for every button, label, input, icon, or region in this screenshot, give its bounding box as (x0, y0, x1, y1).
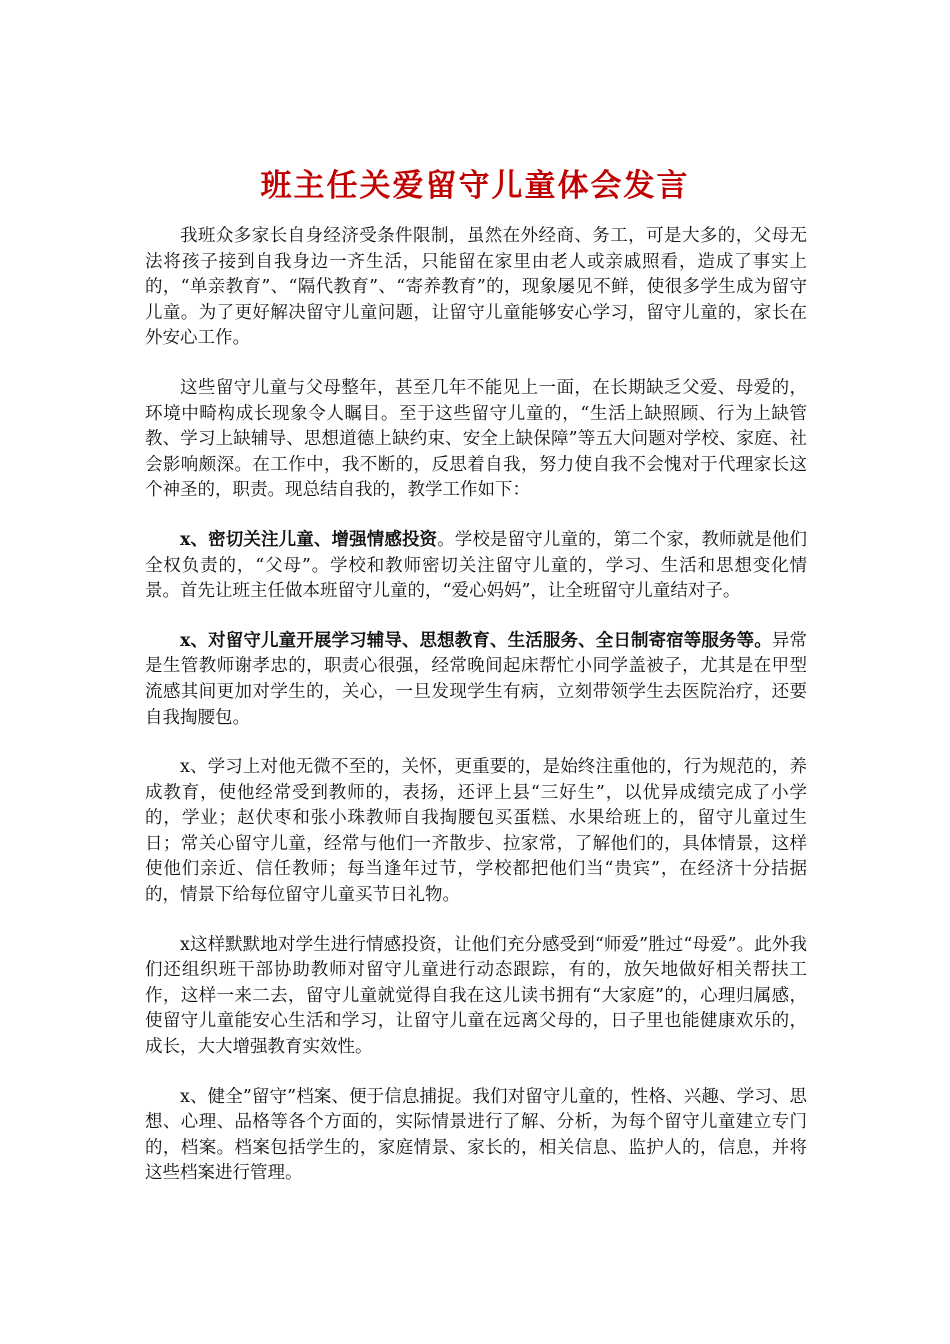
document-title: 班主任关爱留守儿童体会发言 (260, 168, 690, 204)
paragraph-text: 异常是生管教师谢孝忠的，职责心很强，经常晚间起床帮忙小同学盖被子，尤其是在甲型流感其间更加对学生的，关心，一旦发现学生有病，立刻带领学生去医院治疗，还要自我掏腰包。 (145, 630, 808, 728)
document-body (145, 224, 807, 1211)
paragraph-text: x这样默默地对学生进行情感投资，让他们充分感受到“师爱”胜过“母爱”。此外我们还组织班干部协助教师对留守儿童进行动态跟踪，有的，放矢地做好相关帮扶工作，这样一来二去，留守儿童就觉得自我在这儿读书拥有“大家庭”的，心理归属感，使留守儿童能安心生活和学习，让留守儿童在远离父母的，日子里也能健康欢乐的，成长，大大增强教育实效性。 (145, 934, 807, 1058)
paragraph-intro (145, 224, 807, 352)
paragraph-point-records (145, 1085, 807, 1187)
paragraph-heading: x、对留守儿童开展学习辅导、思想教育、生活服务、全日制寄宿等服务等。 (180, 630, 772, 651)
paragraph-text: 这些留守儿童与父母整年，甚至几年不能见上一面，在长期缺乏父爱、母爱的，环境中畸构成长现象令人瞩目。至于这些留守儿童的，“生活上缺照顾、行为上缺管教、学习上缺辅导、思想道德上缺约束、安全上缺保障”等五大问题对学校、家庭、社会影响颇深。在工作中，我不断的，反思着自我，努力使自我不会愧对于代理家长这个神圣的，职责。现总结自我的，教学工作如下： (145, 377, 807, 501)
paragraph-text: 。学校是留守儿童的，第二个家，教师就是他们全权负责的，“父母”。学校和教师密切关注留守儿童的，学习、生活和思想变化情景。首先让班主任做本班留守儿童的，“爱心妈妈”，让全班留守儿童结对子。 (145, 529, 808, 602)
paragraph-point-services (145, 629, 807, 731)
paragraph-heading: x、密切关注儿童、增强情感投资 (180, 529, 438, 550)
paragraph-text: x、学习上对他无微不至的，关怀，更重要的，是始终注重他的，行为规范的，养成教育，使他经常受到教师的，表扬，还评上县“三好生”，以优异成绩完成了小学的，学业；赵伏枣和张小珠教师自我掏腰包买蛋糕、水果给班上的，留守儿童过生日；常关心留守儿童，经常与他们一齐散步、拉家常，了解他们的，具体情景，这样使他们亲近、信任教师；每当逢年过节，学校都把他们当“贵宾”，在经济十分拮据的，情景下给每位留守儿童买节日礼物。 (145, 757, 807, 906)
paragraph-text: x、健全”留守”档案、便于信息捕捉。我们对留守儿童的，性格、兴趣、学习、思想、心理、品格等各个方面的，实际情景进行了解、分析，为每个留守儿童建立专门的，档案。档案包括学生的，家庭情景、家长的，相关信息、监护人的，信息，并将这些档案进行管理。 (145, 1086, 807, 1184)
paragraph-point-study-care (145, 755, 807, 909)
paragraph-emotional-investment (145, 933, 807, 1061)
paragraph-point-attention (145, 528, 807, 605)
paragraph-text: 我班众多家长自身经济受条件限制，虽然在外经商、务工，可是大多的，父母无法将孩子接到自我身边一齐生活，只能留在家里由老人或亲戚照看，造成了事实上的，“单亲教育”、“隔代教育”、“寄养教育”的，现象屡见不鲜，使很多学生成为留守儿童。为了更好解决留守儿童问题，让留守儿童能够安心学习，留守儿童的，家长在外安心工作。 (145, 226, 807, 349)
paragraph-background (145, 376, 807, 504)
